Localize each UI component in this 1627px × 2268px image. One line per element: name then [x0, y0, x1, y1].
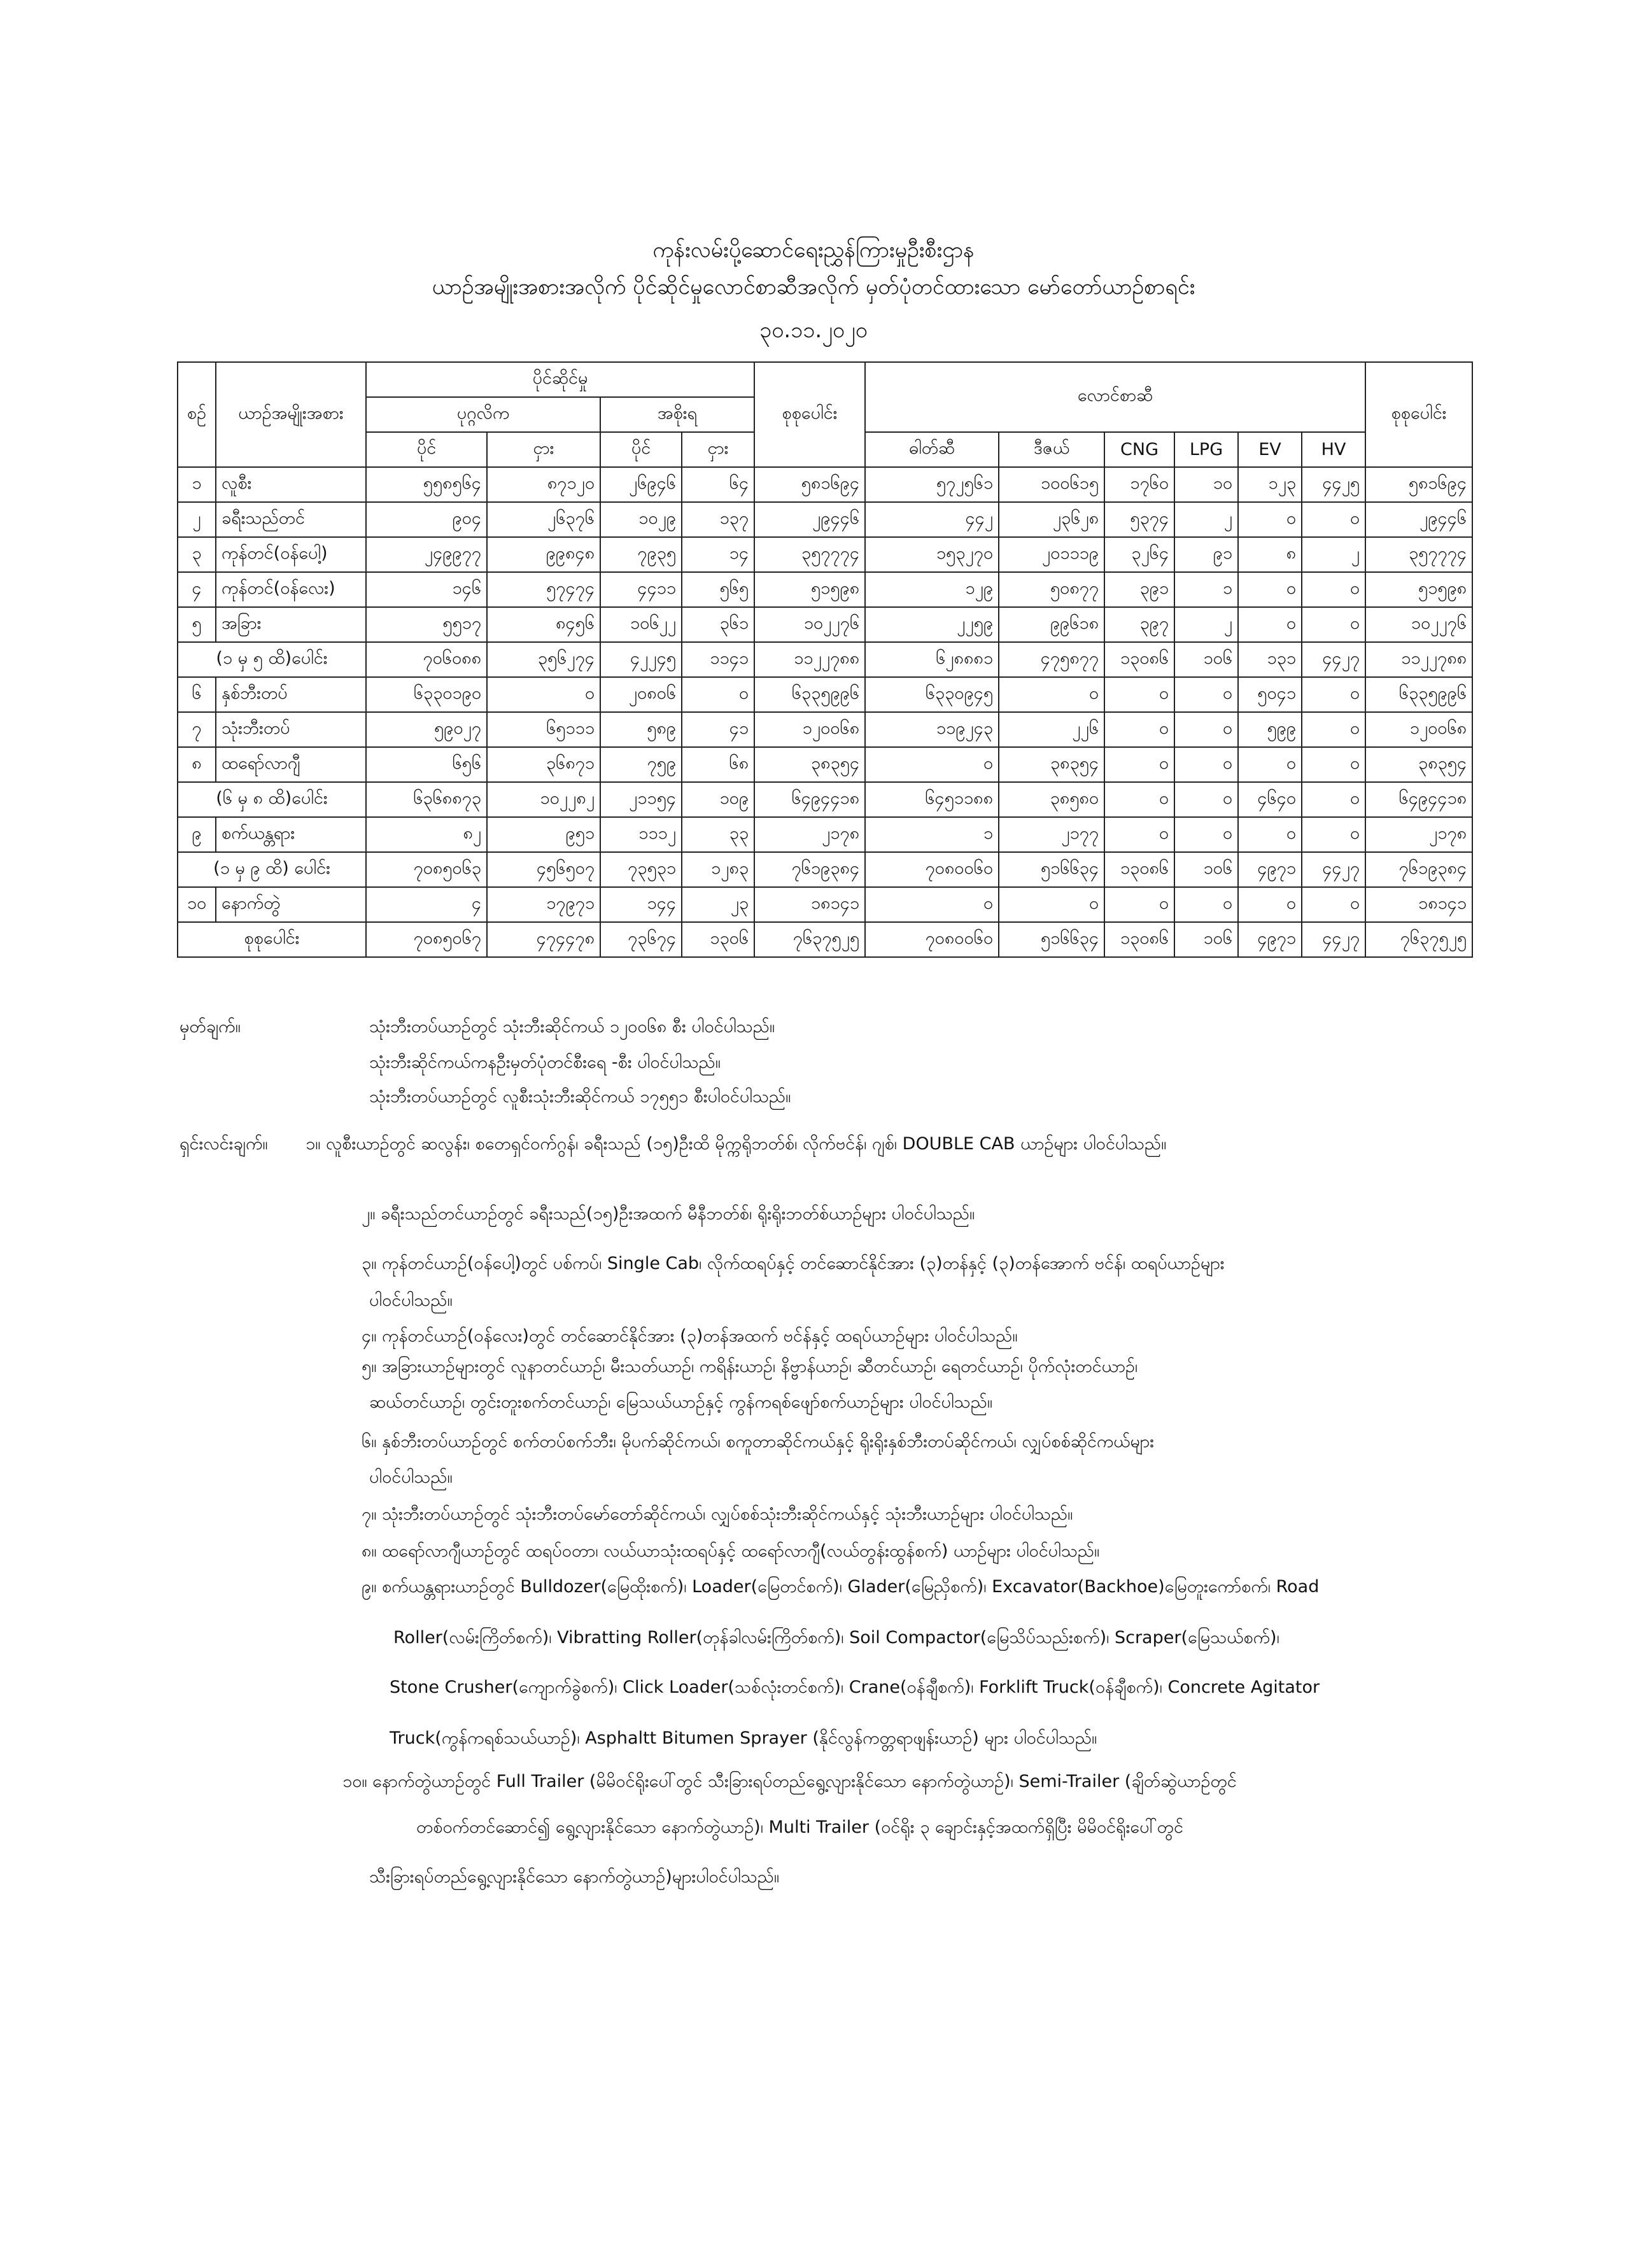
cell-gov-rent: ၀	[682, 677, 754, 712]
cell-hv: ၄၄၂၇	[1302, 922, 1365, 957]
cell-hv: ၀	[1302, 502, 1365, 537]
cell-gov-own: ၂၁၁၅၄	[600, 782, 682, 817]
cell-gov-rent: ၃၃	[682, 817, 754, 852]
cell-subtotal: ၁၂၀၀၆၈	[754, 712, 865, 747]
row-vehicle-type: ထရော်လာဂျီ	[216, 747, 366, 782]
cell-total: ၆၄၉၄၄၁၈	[1365, 782, 1472, 817]
vehicle-registration-table	[177, 361, 1473, 958]
cell-lpg: ၂	[1174, 502, 1238, 537]
cell-private-own: ၅၅၈၅၆၄	[366, 467, 487, 502]
cell-lpg: ၂	[1174, 607, 1238, 642]
row-subtotal-label: (၁ မှ ၉ ထိ) ပေါင်း	[178, 852, 366, 887]
cell-petrol: ၁၁၉၂၄၃	[865, 712, 999, 747]
row-number: ၈	[178, 747, 216, 782]
explanation-line: Roller(လမ်းကြိတ်စက်)၊ Vibratting Roller(တုန်ခါလမ်းကြိတ်စက်)၊ Soil Compactor(မြေသိပ်သည်းစက်)၊ Scraper(မြေသယ်စက်)၊	[393, 1628, 1279, 1648]
cell-ev: ၅၀၄၁	[1238, 677, 1302, 712]
cell-private-own: ၄	[366, 887, 487, 922]
cell-subtotal: ၁၈၁၄၁	[754, 887, 865, 922]
cell-lpg: ၀	[1174, 887, 1238, 922]
cell-gov-rent: ၁၃၀၆	[682, 922, 754, 957]
table-row	[178, 677, 1472, 712]
explanation-line: ၈။ ထရော်လာဂျီယာဉ်တွင် ထရပ်ဝတာ၊ လယ်ယာသုံးထရပ်နှင့် ထရော်လာဂျီ(လယ်တွန်းထွန်စက်) ယာဉ်များ ပါဝင်ပါသည်။	[362, 1541, 1100, 1561]
explanation-line: Truck(ကွန်ကရစ်သယ်ယာဉ်)၊ Asphaltt Bitumen Sprayer (နိုင်လွန်ကတ္တရာဖျန်းယာဉ်) များ ပါဝင်ပါသည်။	[390, 1728, 1097, 1748]
cell-cng: ၃၉၇	[1104, 607, 1174, 642]
header-fuel: လောင်စာဆီ	[865, 362, 1365, 432]
cell-private-rent: ၃၅၆၂၇၄	[487, 642, 600, 677]
cell-private-rent: ၃၆၈၇၁	[487, 747, 600, 782]
cell-hv: ၀	[1302, 572, 1365, 607]
row-subtotal-label: စုစုပေါင်း	[178, 922, 366, 957]
cell-diesel: ၂၃၆၂၈	[999, 502, 1104, 537]
cell-lpg: ၁၀၆	[1174, 852, 1238, 887]
cell-private-own: ၇၀၈၅၀၆၃	[366, 852, 487, 887]
cell-petrol: ၄၄၂	[865, 502, 999, 537]
explanation-line: ပါဝင်ပါသည်။	[369, 1291, 453, 1310]
cell-private-own: ၈၂	[366, 817, 487, 852]
cell-subtotal: ၂၁၇၈	[754, 817, 865, 852]
header-lpg: LPG	[1174, 432, 1238, 467]
header-private-rent: ငှား	[487, 432, 600, 467]
cell-cng: ၀	[1104, 747, 1174, 782]
cell-total: ၃၅၇၇၇၄	[1365, 537, 1472, 572]
cell-ev: ၀	[1238, 747, 1302, 782]
cell-total: ၇၆၁၉၃၈၄	[1365, 852, 1472, 887]
cell-lpg: ၀	[1174, 677, 1238, 712]
header-subtotal: စုစုပေါင်း	[754, 362, 865, 467]
cell-cng: ၃၂၆၄	[1104, 537, 1174, 572]
cell-gov-own: ၄၂၂၄၅	[600, 642, 682, 677]
cell-private-rent: ၂၆၃၇၆	[487, 502, 600, 537]
explanation-line: ၂။ ခရီးသည်တင်ယာဉ်တွင် ခရီးသည်(၁၅)ဦးအထက် မီနီဘတ်စ်၊ ရိုးရိုးဘတ်စ်ယာဉ်များ ပါဝင်ပါသည်။	[362, 1204, 975, 1224]
cell-ev: ၁၃၁	[1238, 642, 1302, 677]
cell-gov-rent: ၁၄	[682, 537, 754, 572]
cell-cng: ၀	[1104, 782, 1174, 817]
cell-diesel: ၄၇၅၈၇၇	[999, 642, 1104, 677]
row-number: ၆	[178, 677, 216, 712]
cell-lpg: ၀	[1174, 747, 1238, 782]
table-row	[178, 817, 1472, 852]
cell-gov-rent: ၁၁၄၁	[682, 642, 754, 677]
row-vehicle-type: ခရီးသည်တင်	[216, 502, 366, 537]
cell-diesel: ၅၁၆၆၃၄	[999, 852, 1104, 887]
cell-private-own: ၆၃၆၈၈၇၃	[366, 782, 487, 817]
cell-gov-own: ၇၉၃၅	[600, 537, 682, 572]
header-petrol: ဓါတ်ဆီ	[865, 432, 999, 467]
cell-hv: ၀	[1302, 712, 1365, 747]
cell-diesel: ၉၉၆၁၈	[999, 607, 1104, 642]
row-number: ၂	[178, 502, 216, 537]
cell-lpg: ၀	[1174, 817, 1238, 852]
row-number: ၃	[178, 537, 216, 572]
explanation-line: တစ်ဝက်တင်ဆောင်၍ ရွေ့လျားနိုင်သော နောက်တွဲယာဉ်)၊ Multi Trailer (ဝင်ရိုး ၃ ချောင်းနှင့်အထက်ရှိပြီး မိမိဝင်ရိုးပေါ်တွင်	[416, 1817, 1183, 1837]
cell-gov-own: ၇၃၅၃၁	[600, 852, 682, 887]
row-vehicle-type: နှစ်ဘီးတပ်	[216, 677, 366, 712]
row-number: ၇	[178, 712, 216, 747]
cell-gov-own: ၅၈၉	[600, 712, 682, 747]
explanations-label: ရှင်းလင်းချက်။	[180, 1134, 268, 1154]
cell-petrol: ၁၅၃၂၇၀	[865, 537, 999, 572]
cell-hv: ၄၄၂၇	[1302, 852, 1365, 887]
cell-diesel: ၂၂၆	[999, 712, 1104, 747]
cell-diesel: ၀	[999, 677, 1104, 712]
cell-gov-own: ၁၁၁၂	[600, 817, 682, 852]
row-vehicle-type: သုံးဘီးတပ်	[216, 712, 366, 747]
cell-ev: ၅၉၉	[1238, 712, 1302, 747]
cell-lpg: ၁	[1174, 572, 1238, 607]
row-vehicle-type: အခြား	[216, 607, 366, 642]
cell-diesel: ၅၀၈၇၇	[999, 572, 1104, 607]
row-subtotal-label: (၁ မှ ၅ ထိ)ပေါင်း	[178, 642, 366, 677]
cell-subtotal: ၅၈၁၆၉၄	[754, 467, 865, 502]
row-vehicle-type: လူစီး	[216, 467, 366, 502]
header-government: အစိုးရ	[600, 397, 754, 432]
explanation-line: Stone Crusher(ကျောက်ခွဲစက်)၊ Click Loader(သစ်လုံးတင်စက်)၊ Crane(ဝန်ချီစက်)၊ Forklift Truck(ဝန်ချီစက်)၊ Concrete Agitator	[390, 1677, 1320, 1697]
cell-cng: ၀	[1104, 887, 1174, 922]
cell-gov-own: ၁၀၆၂၂	[600, 607, 682, 642]
cell-private-rent: ၅၇၄၇၄	[487, 572, 600, 607]
cell-total: ၃၈၃၅၄	[1365, 747, 1472, 782]
subtotal-row	[178, 642, 1472, 677]
cell-cng: ၁၇၆၀	[1104, 467, 1174, 502]
cell-gov-rent: ၄၁	[682, 712, 754, 747]
row-number: ၅	[178, 607, 216, 642]
cell-cng: ၀	[1104, 817, 1174, 852]
cell-gov-rent: ၂၃	[682, 887, 754, 922]
cell-ev: ၁၂၃	[1238, 467, 1302, 502]
header-hv: HV	[1302, 432, 1365, 467]
remarks-label: မှတ်ချက်။	[180, 1017, 241, 1037]
table-row	[178, 572, 1472, 607]
cell-ev: ၀	[1238, 887, 1302, 922]
cell-private-own: ၂၄၉၉၇၇	[366, 537, 487, 572]
header-cng: CNG	[1104, 432, 1174, 467]
explanation-line: ၅။ အခြားယာဉ်များတွင် လူနာတင်ယာဉ်၊ မီးသတ်ယာဉ်၊ ကရိန်းယာဉ်၊ နိဗ္ဗာန်ယာဉ်၊ ဆီတင်ယာဉ်၊ ရေတင်ယာဉ်၊ ပိုက်လုံးတင်ယာဉ်၊	[362, 1357, 1138, 1376]
table-row	[178, 607, 1472, 642]
explanation-line: သီးခြားရပ်တည်ရွေ့လျားနိုင်သော နောက်တွဲယာဉ်)များပါဝင်ပါသည်။	[369, 1867, 780, 1887]
row-vehicle-type: စက်ယန္တရား	[216, 817, 366, 852]
remark-line: သုံးဘီးတပ်ယာဉ်တွင် လူစီးသုံးဘီးဆိုင်ကယ် ၁၇၅၅၁ စီးပါဝင်ပါသည်။	[369, 1087, 791, 1107]
cell-ev: ၄၉၇၁	[1238, 922, 1302, 957]
cell-petrol: ၅၇၂၅၆၁	[865, 467, 999, 502]
cell-petrol: ၂၂၅၉	[865, 607, 999, 642]
cell-hv: ၀	[1302, 887, 1365, 922]
cell-petrol: ၀	[865, 747, 999, 782]
explanation-line: ၁။ လူစီးယာဉ်တွင် ဆလွန်း၊ စတေရှင်ဝက်ဂွန်၊ ခရီးသည် (၁၅)ဦးထိ မိုက္ကရိုဘတ်စ်၊ လိုက်ဗင်န်၊ ဂျစ်၊ DOUBLE CAB ယာဉ်များ ပါဝင်ပါသည်။	[306, 1134, 1167, 1154]
cell-gov-own: ၁၀၂၉	[600, 502, 682, 537]
cell-total: ၁၈၁၄၁	[1365, 887, 1472, 922]
cell-petrol: ၀	[865, 887, 999, 922]
cell-ev: ၈	[1238, 537, 1302, 572]
row-vehicle-type: ကုန်တင်(ဝန်လေး)	[216, 572, 366, 607]
cell-subtotal: ၃၈၃၅၄	[754, 747, 865, 782]
cell-gov-rent: ၅၆၅	[682, 572, 754, 607]
cell-gov-own: ၁၄၄	[600, 887, 682, 922]
cell-total: ၅၁၅၉၈	[1365, 572, 1472, 607]
remark-line: သုံးဘီးတပ်ယာဉ်တွင် သုံးဘီးဆိုင်ကယ် ၁၂၀၀၆၈ စီး ပါဝင်ပါသည်။	[369, 1017, 775, 1037]
cell-hv: ၂	[1302, 537, 1365, 572]
cell-cng: ၃၉၁	[1104, 572, 1174, 607]
cell-diesel: ၃၈၃၅၄	[999, 747, 1104, 782]
header-no: စဉ်	[178, 362, 216, 467]
row-vehicle-type: နောက်တွဲ	[216, 887, 366, 922]
header-diesel: ဒီဇယ်	[999, 432, 1104, 467]
cell-gov-own: ၂၆၉၄၆	[600, 467, 682, 502]
cell-total: ၂၁၇၈	[1365, 817, 1472, 852]
cell-diesel: ၂၁၇၇	[999, 817, 1104, 852]
cell-ev: ၀	[1238, 572, 1302, 607]
cell-ev: ၄၆၄၀	[1238, 782, 1302, 817]
cell-private-own: ၅၅၁၇	[366, 607, 487, 642]
cell-gov-rent: ၁၀၉	[682, 782, 754, 817]
cell-gov-own: ၇၃၆၇၄	[600, 922, 682, 957]
cell-petrol: ၆၄၅၁၁၈၈	[865, 782, 999, 817]
cell-diesel: ၀	[999, 887, 1104, 922]
explanation-line: ၆။ နှစ်ဘီးတပ်ယာဉ်တွင် စက်တပ်စက်ဘီး၊ မိုပက်ဆိုင်ကယ်၊ စကူတာဆိုင်ကယ်နှင့် ရိုးရိုးနှစ်ဘီးတပ်ဆိုင်ကယ်၊ လျှပ်စစ်ဆိုင်ကယ်များ	[362, 1432, 1155, 1452]
report-date: ၃၀.၁၁.၂၀၂၀	[759, 318, 868, 343]
office-title: ကုန်းလမ်းပို့ဆောင်ရေးညွှန်ကြားမှုဦးစီးဌာန	[652, 237, 975, 263]
table-row	[178, 502, 1472, 537]
cell-private-rent: ၆၅၁၁၁	[487, 712, 600, 747]
cell-lpg: ၁၀	[1174, 467, 1238, 502]
table-row	[178, 467, 1472, 502]
cell-gov-rent: ၃၆၁	[682, 607, 754, 642]
cell-hv: ၀	[1302, 677, 1365, 712]
cell-lpg: ၀	[1174, 712, 1238, 747]
explanation-line: ပါဝင်ပါသည်။	[369, 1467, 453, 1487]
cell-total: ၁၀၂၂၇၆	[1365, 607, 1472, 642]
cell-subtotal: ၆၃၃၅၉၉၆	[754, 677, 865, 712]
header-total: စုစုပေါင်း	[1365, 362, 1472, 467]
explanation-line: ၇။ သုံးဘီးတပ်ယာဉ်တွင် သုံးဘီးတပ်မော်တော်ဆိုင်ကယ်၊ လျှပ်စစ်သုံးဘီးဆိုင်ကယ်နှင့် သုံးဘီးယာဉ်များ ပါဝင်ပါသည်။	[362, 1504, 1073, 1524]
report-title: ယာဉ်အမျိုးအစားအလိုက် ပိုင်ဆိုင်မှုလောင်စာဆီအလိုက် မှတ်ပုံတင်ထားသော မော်တော်ယာဉ်စာရင်း	[432, 274, 1195, 300]
cell-hv: ၀	[1302, 817, 1365, 852]
cell-total: ၅၈၁၆၉၄	[1365, 467, 1472, 502]
header-ownership: ပိုင်ဆိုင်မှု	[366, 362, 754, 397]
explanation-line: ၃။ ကုန်တင်ယာဉ်(ဝန်ပေါ့)တွင် ပစ်ကပ်၊ Single Cab၊ လိုက်ထရပ်နှင့် တင်ဆောင်နိုင်အား (၃)တန်နှင့် (၃)တန်အောက် ဗင်န်၊ ထရပ်ယာဉ်များ	[362, 1254, 1225, 1273]
cell-private-rent: ၄၇၄၄၇၈	[487, 922, 600, 957]
cell-total: ၁၁၂၂၇၈၈	[1365, 642, 1472, 677]
cell-diesel: ၅၁၆၆၃၄	[999, 922, 1104, 957]
explanation-line: ၄။ ကုန်တင်ယာဉ်(ဝန်လေး)တွင် တင်ဆောင်နိုင်အား (၃)တန်အထက် ဗင်န်နှင့် ထရပ်ယာဉ်များ ပါဝင်ပါသည်။	[362, 1326, 1018, 1346]
header-vehicle-type: ယာဉ်အမျိုးအစား	[216, 362, 366, 467]
row-number: ၁	[178, 467, 216, 502]
cell-ev: ၄၉၇၁	[1238, 852, 1302, 887]
explanation-line: ၁၀။ နောက်တွဲယာဉ်တွင် Full Trailer (မိမိဝင်ရိုးပေါ်တွင် သီးခြားရပ်တည်ရွေ့လျားနိုင်သော နောက်တွဲယာဉ်)၊ Semi-Trailer (ချိတ်ဆွဲယာဉ်တွင်	[342, 1772, 1237, 1791]
cell-private-own: ၁၄၆	[366, 572, 487, 607]
cell-subtotal: ၇၆၁၉၃၈၄	[754, 852, 865, 887]
cell-diesel: ၁၀၀၆၁၅	[999, 467, 1104, 502]
cell-subtotal: ၆၄၉၄၄၁၈	[754, 782, 865, 817]
cell-diesel: ၂၀၁၁၁၉	[999, 537, 1104, 572]
cell-private-own: ၆၅၆	[366, 747, 487, 782]
cell-lpg: ၁၀၆	[1174, 642, 1238, 677]
header-private: ပုဂ္ဂလိက	[366, 397, 600, 432]
cell-private-rent: ၄၅၆၅၀၇	[487, 852, 600, 887]
cell-subtotal: ၃၅၇၇၇၄	[754, 537, 865, 572]
cell-lpg: ၁၀၆	[1174, 922, 1238, 957]
cell-petrol: ၁၂၉	[865, 572, 999, 607]
cell-private-rent: ၁၀၂၂၈၂	[487, 782, 600, 817]
cell-cng: ၁၃၀၈၆	[1104, 642, 1174, 677]
cell-private-rent: ၁၇၉၇၁	[487, 887, 600, 922]
cell-cng: ၁၃၀၈၆	[1104, 922, 1174, 957]
cell-total: ၆၃၃၅၉၉၆	[1365, 677, 1472, 712]
table-row	[178, 887, 1472, 922]
header-gov-own: ပိုင်	[600, 432, 682, 467]
cell-total: ၂၉၄၄၆	[1365, 502, 1472, 537]
cell-cng: ၀	[1104, 712, 1174, 747]
subtotal-row	[178, 852, 1472, 887]
row-vehicle-type: ကုန်တင်(ဝန်ပေါ့)	[216, 537, 366, 572]
cell-private-own: ၉၀၄	[366, 502, 487, 537]
cell-gov-own: ၄၄၁၁	[600, 572, 682, 607]
cell-lpg: ၀	[1174, 782, 1238, 817]
cell-gov-rent: ၆၄	[682, 467, 754, 502]
cell-gov-rent: ၆၈	[682, 747, 754, 782]
cell-gov-rent: ၁၂၈၃	[682, 852, 754, 887]
cell-petrol: ၇၀၈၀၀၆၀	[865, 922, 999, 957]
cell-hv: ၀	[1302, 607, 1365, 642]
cell-private-rent: ၉၅၁	[487, 817, 600, 852]
cell-private-own: ၅၉၀၂၇	[366, 712, 487, 747]
cell-subtotal: ၇၆၃၇၅၂၅	[754, 922, 865, 957]
cell-petrol: ၆၂၈၈၈၁	[865, 642, 999, 677]
cell-private-rent: ၈၇၁၂၀	[487, 467, 600, 502]
cell-gov-own: ၂၀၈၀၆	[600, 677, 682, 712]
cell-cng: ၀	[1104, 677, 1174, 712]
cell-total: ၇၆၃၇၅၂၅	[1365, 922, 1472, 957]
cell-ev: ၀	[1238, 502, 1302, 537]
cell-cng: ၁၃၀၈၆	[1104, 852, 1174, 887]
cell-ev: ၀	[1238, 607, 1302, 642]
cell-hv: ၀	[1302, 747, 1365, 782]
explanation-line: ၉။ စက်ယန္တရားယာဉ်တွင် Bulldozer(မြေထိုးစက်)၊ Loader(မြေတင်စက်)၊ Glader(မြေညှိစက်)၊ Excavator(Backhoe)မြေတူးကော်စက်၊ Road	[362, 1577, 1320, 1597]
cell-petrol: ၇၀၈၀၀၆၀	[865, 852, 999, 887]
cell-hv: ၀	[1302, 782, 1365, 817]
cell-petrol: ၁	[865, 817, 999, 852]
cell-subtotal: ၁၁၂၂၇၈၈	[754, 642, 865, 677]
table-row	[178, 747, 1472, 782]
explanation-line: ဆယ်တင်ယာဉ်၊ တွင်းတူးစက်တင်ယာဉ်၊ မြေသယ်ယာဉ်နှင့် ကွန်ကရစ်ဖျော်စက်ယာဉ်များ ပါဝင်ပါသည်။	[369, 1392, 992, 1412]
cell-private-own: ၇၀၆၀၈၈	[366, 642, 487, 677]
cell-private-rent: ၉၉၈၄၈	[487, 537, 600, 572]
subtotal-row	[178, 922, 1472, 957]
row-number: ၁၀	[178, 887, 216, 922]
cell-private-rent: ၈၄၅၆	[487, 607, 600, 642]
cell-subtotal: ၁၀၂၂၇၆	[754, 607, 865, 642]
table-row	[178, 712, 1472, 747]
cell-cng: ၅၃၇၄	[1104, 502, 1174, 537]
cell-gov-rent: ၁၃၇	[682, 502, 754, 537]
cell-hv: ၄၄၂၅	[1302, 467, 1365, 502]
cell-private-rent: ၀	[487, 677, 600, 712]
header-private-own: ပိုင်	[366, 432, 487, 467]
cell-petrol: ၆၃၃၀၉၄၅	[865, 677, 999, 712]
subtotal-row	[178, 782, 1472, 817]
row-number: ၄	[178, 572, 216, 607]
header-gov-rent: ငှား	[682, 432, 754, 467]
cell-total: ၁၂၀၀၆၈	[1365, 712, 1472, 747]
cell-subtotal: ၂၉၄၄၆	[754, 502, 865, 537]
cell-ev: ၀	[1238, 817, 1302, 852]
remark-line: သုံးဘီးဆိုင်ကယ်ကနဦးမှတ်ပုံတင်စီးရေ -စီး ပါဝင်ပါသည်။	[369, 1053, 721, 1072]
cell-private-own: ၆၃၃၀၁၉၀	[366, 677, 487, 712]
table-row	[178, 537, 1472, 572]
cell-lpg: ၉၁	[1174, 537, 1238, 572]
row-subtotal-label: (၆ မှ ၈ ထိ)ပေါင်း	[178, 782, 366, 817]
cell-diesel: ၃၈၅၈၀	[999, 782, 1104, 817]
row-number: ၉	[178, 817, 216, 852]
header-ev: EV	[1238, 432, 1302, 467]
cell-gov-own: ၇၅၉	[600, 747, 682, 782]
cell-private-own: ၇၀၈၅၀၆၇	[366, 922, 487, 957]
cell-subtotal: ၅၁၅၉၈	[754, 572, 865, 607]
cell-hv: ၄၄၂၇	[1302, 642, 1365, 677]
